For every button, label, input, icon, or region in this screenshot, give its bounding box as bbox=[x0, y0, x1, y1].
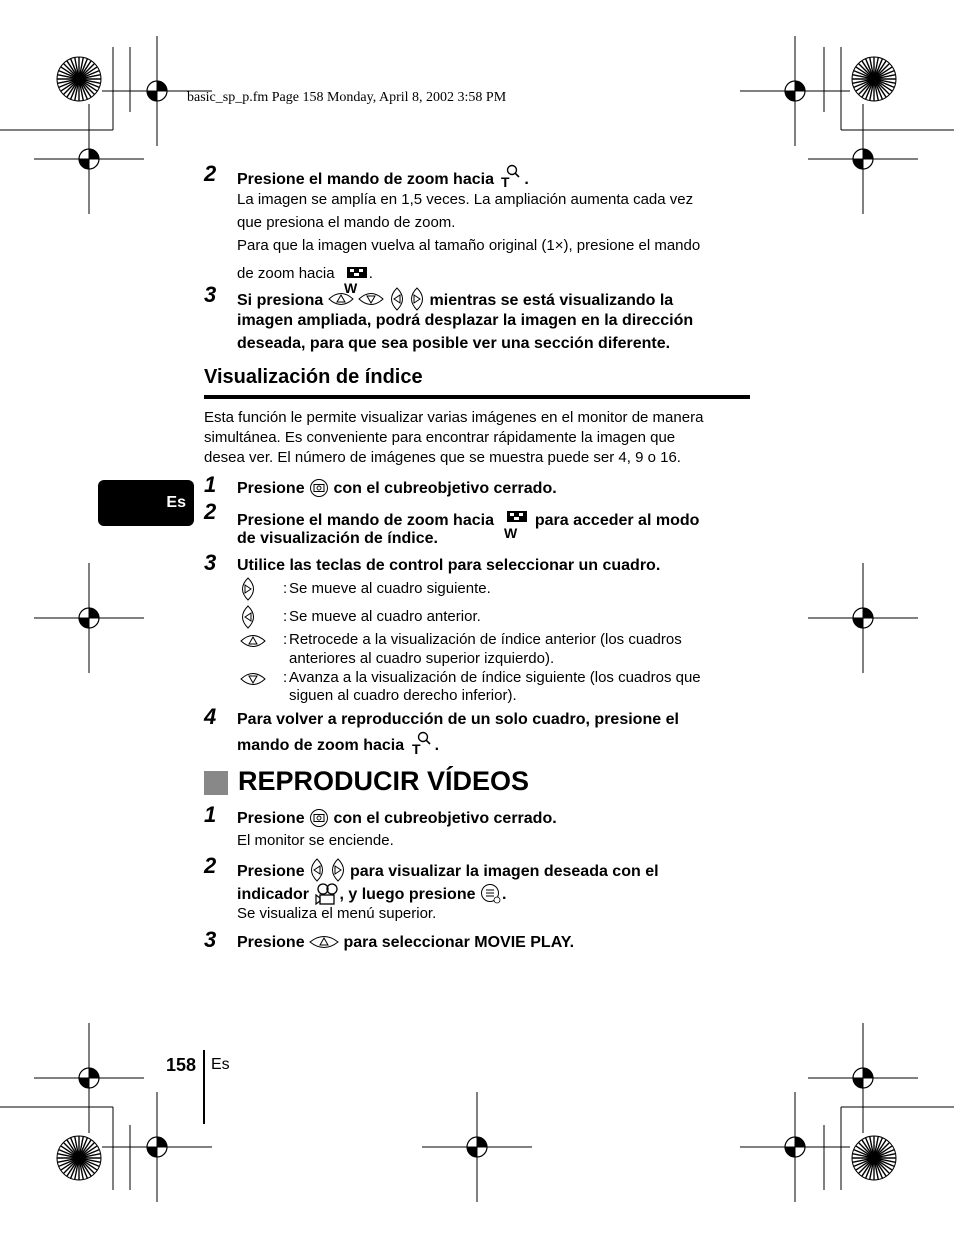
movie-step-2-indicator-text: indicador bbox=[237, 886, 310, 904]
footer-divider bbox=[203, 1050, 205, 1124]
step-number: 1 bbox=[204, 472, 217, 497]
zoom-step-3-line2: imagen ampliada, podrá desplazar la imagen en la dirección bbox=[237, 312, 694, 329]
index-intro-line: simultánea. Es conveniente para encontrar rápidamente la imagen que bbox=[204, 429, 676, 446]
key-description: Se mueve al cuadro siguiente. bbox=[289, 580, 491, 597]
key-colon: : bbox=[283, 580, 288, 597]
key-description: Retrocede a la visualización de índice anterior (los cuadros bbox=[289, 631, 682, 648]
language-side-tab bbox=[98, 480, 194, 526]
index-step-4-text: mando de zoom hacia bbox=[237, 737, 405, 755]
zoom-step-2-text: Presione el mando de zoom hacia bbox=[237, 171, 494, 189]
key-description: anteriores al cuadro superior izquierdo). bbox=[289, 650, 555, 667]
zoom-step-2-desc: Para que la imagen vuelva al tamaño original (1×), presione el mando bbox=[237, 237, 701, 254]
left-arrow-icon bbox=[240, 605, 256, 629]
movie-step-3 bbox=[237, 934, 574, 952]
index-step-1-text-end: con el cubreobjetivo cerrado. bbox=[333, 480, 557, 498]
up-arrow-icon bbox=[240, 633, 266, 649]
zoom-step-3-text: Si presiona bbox=[237, 292, 324, 310]
movie-step-2-text: Presione bbox=[237, 863, 305, 881]
playback-button-icon bbox=[309, 808, 329, 828]
down-arrow-icon bbox=[240, 671, 266, 687]
index-step-3: Utilice las teclas de control para seleccionar un cuadro. bbox=[237, 557, 661, 574]
up-arrow-icon bbox=[309, 934, 339, 950]
movie-step-1-text-end: con el cubreobjetivo cerrado. bbox=[333, 810, 557, 828]
zoom-w-letter: W bbox=[504, 525, 518, 540]
step-number: 1 bbox=[204, 802, 217, 827]
movie-step-2-then-text: , y luego presione bbox=[339, 886, 476, 904]
zoom-step-3-line1 bbox=[237, 289, 673, 313]
movie-step-1 bbox=[237, 809, 557, 829]
side-tab-label: Es bbox=[166, 494, 186, 511]
movie-camera-icon bbox=[313, 882, 339, 906]
file-info-header: basic_sp_p.fm Page 158 Monday, April 8, 2002 3:58 PM bbox=[187, 90, 507, 105]
key-description: Se mueve al cuadro anterior. bbox=[289, 608, 481, 625]
right-arrow-icon bbox=[240, 577, 256, 601]
movie-step-2 bbox=[237, 860, 659, 884]
movie-step-1-text: Presione bbox=[237, 810, 305, 828]
key-description: Avanza a la visualización de índice siguiente (los cuadros que bbox=[289, 669, 701, 686]
step-number: 2 bbox=[204, 161, 217, 186]
movie-step-2-text-end: para visualizar la imagen deseada con el bbox=[349, 863, 659, 881]
index-step-1-text: Presione bbox=[237, 480, 305, 498]
index-step-1 bbox=[237, 479, 557, 499]
zoom-step-2-desc-text: de zoom hacia bbox=[237, 264, 335, 282]
ok-button-icon bbox=[480, 883, 502, 905]
zoom-tele-icon bbox=[498, 164, 524, 188]
zoom-step-3-text-end: mientras se está visualizando la bbox=[429, 292, 674, 310]
page-number: 158 bbox=[166, 1055, 197, 1075]
movie-step-3-text: Presione bbox=[237, 934, 305, 951]
movie-step-1-desc: El monitor se enciende. bbox=[237, 832, 394, 849]
zoom-tele-icon bbox=[409, 731, 435, 755]
zoom-step-2-desc bbox=[237, 260, 373, 294]
zoom-step-2-period: . bbox=[524, 171, 529, 189]
step-number: 3 bbox=[204, 282, 217, 307]
index-step-2-line2: de visualización de índice. bbox=[237, 530, 438, 547]
step-number: 2 bbox=[204, 499, 217, 524]
right-arrow-icon bbox=[409, 287, 425, 311]
step-number: 2 bbox=[204, 853, 217, 878]
movie-step-3-text-end: para seleccionar MOVIE PLAY. bbox=[343, 934, 575, 951]
section-marker bbox=[204, 771, 228, 795]
movie-step-2-line2 bbox=[237, 883, 506, 907]
index-step-2-text-end: para acceder al modo bbox=[534, 512, 700, 530]
zoom-step-3-line3: deseada, para que sea posible ver una sección diferente. bbox=[237, 335, 671, 352]
zoom-w-letter: W bbox=[343, 280, 357, 294]
left-arrow-icon bbox=[309, 858, 325, 882]
index-step-4-period: . bbox=[434, 737, 440, 755]
heading-rule bbox=[204, 395, 750, 399]
down-arrow-icon bbox=[358, 291, 384, 307]
zoom-step-2-desc-period: . bbox=[368, 264, 373, 282]
movie-step-2-period: . bbox=[501, 886, 507, 904]
zoom-t-letter: T bbox=[411, 741, 421, 755]
key-description: siguen al cuadro derecho inferior). bbox=[289, 687, 517, 704]
movie-section-heading: REPRODUCIR VÍDEOS bbox=[238, 766, 530, 796]
step-number: 3 bbox=[204, 550, 217, 575]
index-intro-line: Esta función le permite visualizar varias imágenes en el monitor de manera bbox=[204, 409, 704, 426]
zoom-wide-icon bbox=[498, 510, 530, 540]
key-colon: : bbox=[283, 669, 288, 686]
index-section-heading: Visualización de índice bbox=[204, 366, 423, 388]
index-intro-line: desea ver. El número de imágenes que se muestra puede ser 4, 9 o 16. bbox=[204, 449, 681, 466]
index-step-2-text: Presione el mando de zoom hacia bbox=[237, 512, 494, 530]
left-arrow-icon bbox=[389, 287, 405, 311]
footer-lang: Es bbox=[211, 1056, 230, 1073]
playback-button-icon bbox=[309, 478, 329, 498]
right-arrow-icon bbox=[330, 858, 346, 882]
zoom-step-2-desc: que presiona el mando de zoom. bbox=[237, 214, 456, 231]
key-colon: : bbox=[283, 608, 288, 625]
zoom-step-2-title bbox=[237, 168, 529, 192]
key-colon: : bbox=[283, 631, 288, 648]
up-arrow-icon bbox=[328, 291, 354, 307]
zoom-step-2-desc: La imagen se amplía en 1,5 veces. La ampliación aumenta cada vez bbox=[237, 191, 694, 208]
zoom-t-letter: T bbox=[501, 174, 510, 188]
index-step-4-line1: Para volver a reproducción de un solo cuadro, presione el bbox=[237, 711, 679, 728]
index-step-4-line2 bbox=[237, 734, 439, 758]
movie-step-2-desc: Se visualiza el menú superior. bbox=[237, 905, 437, 922]
step-number: 3 bbox=[204, 927, 217, 952]
step-number: 4 bbox=[204, 704, 217, 729]
